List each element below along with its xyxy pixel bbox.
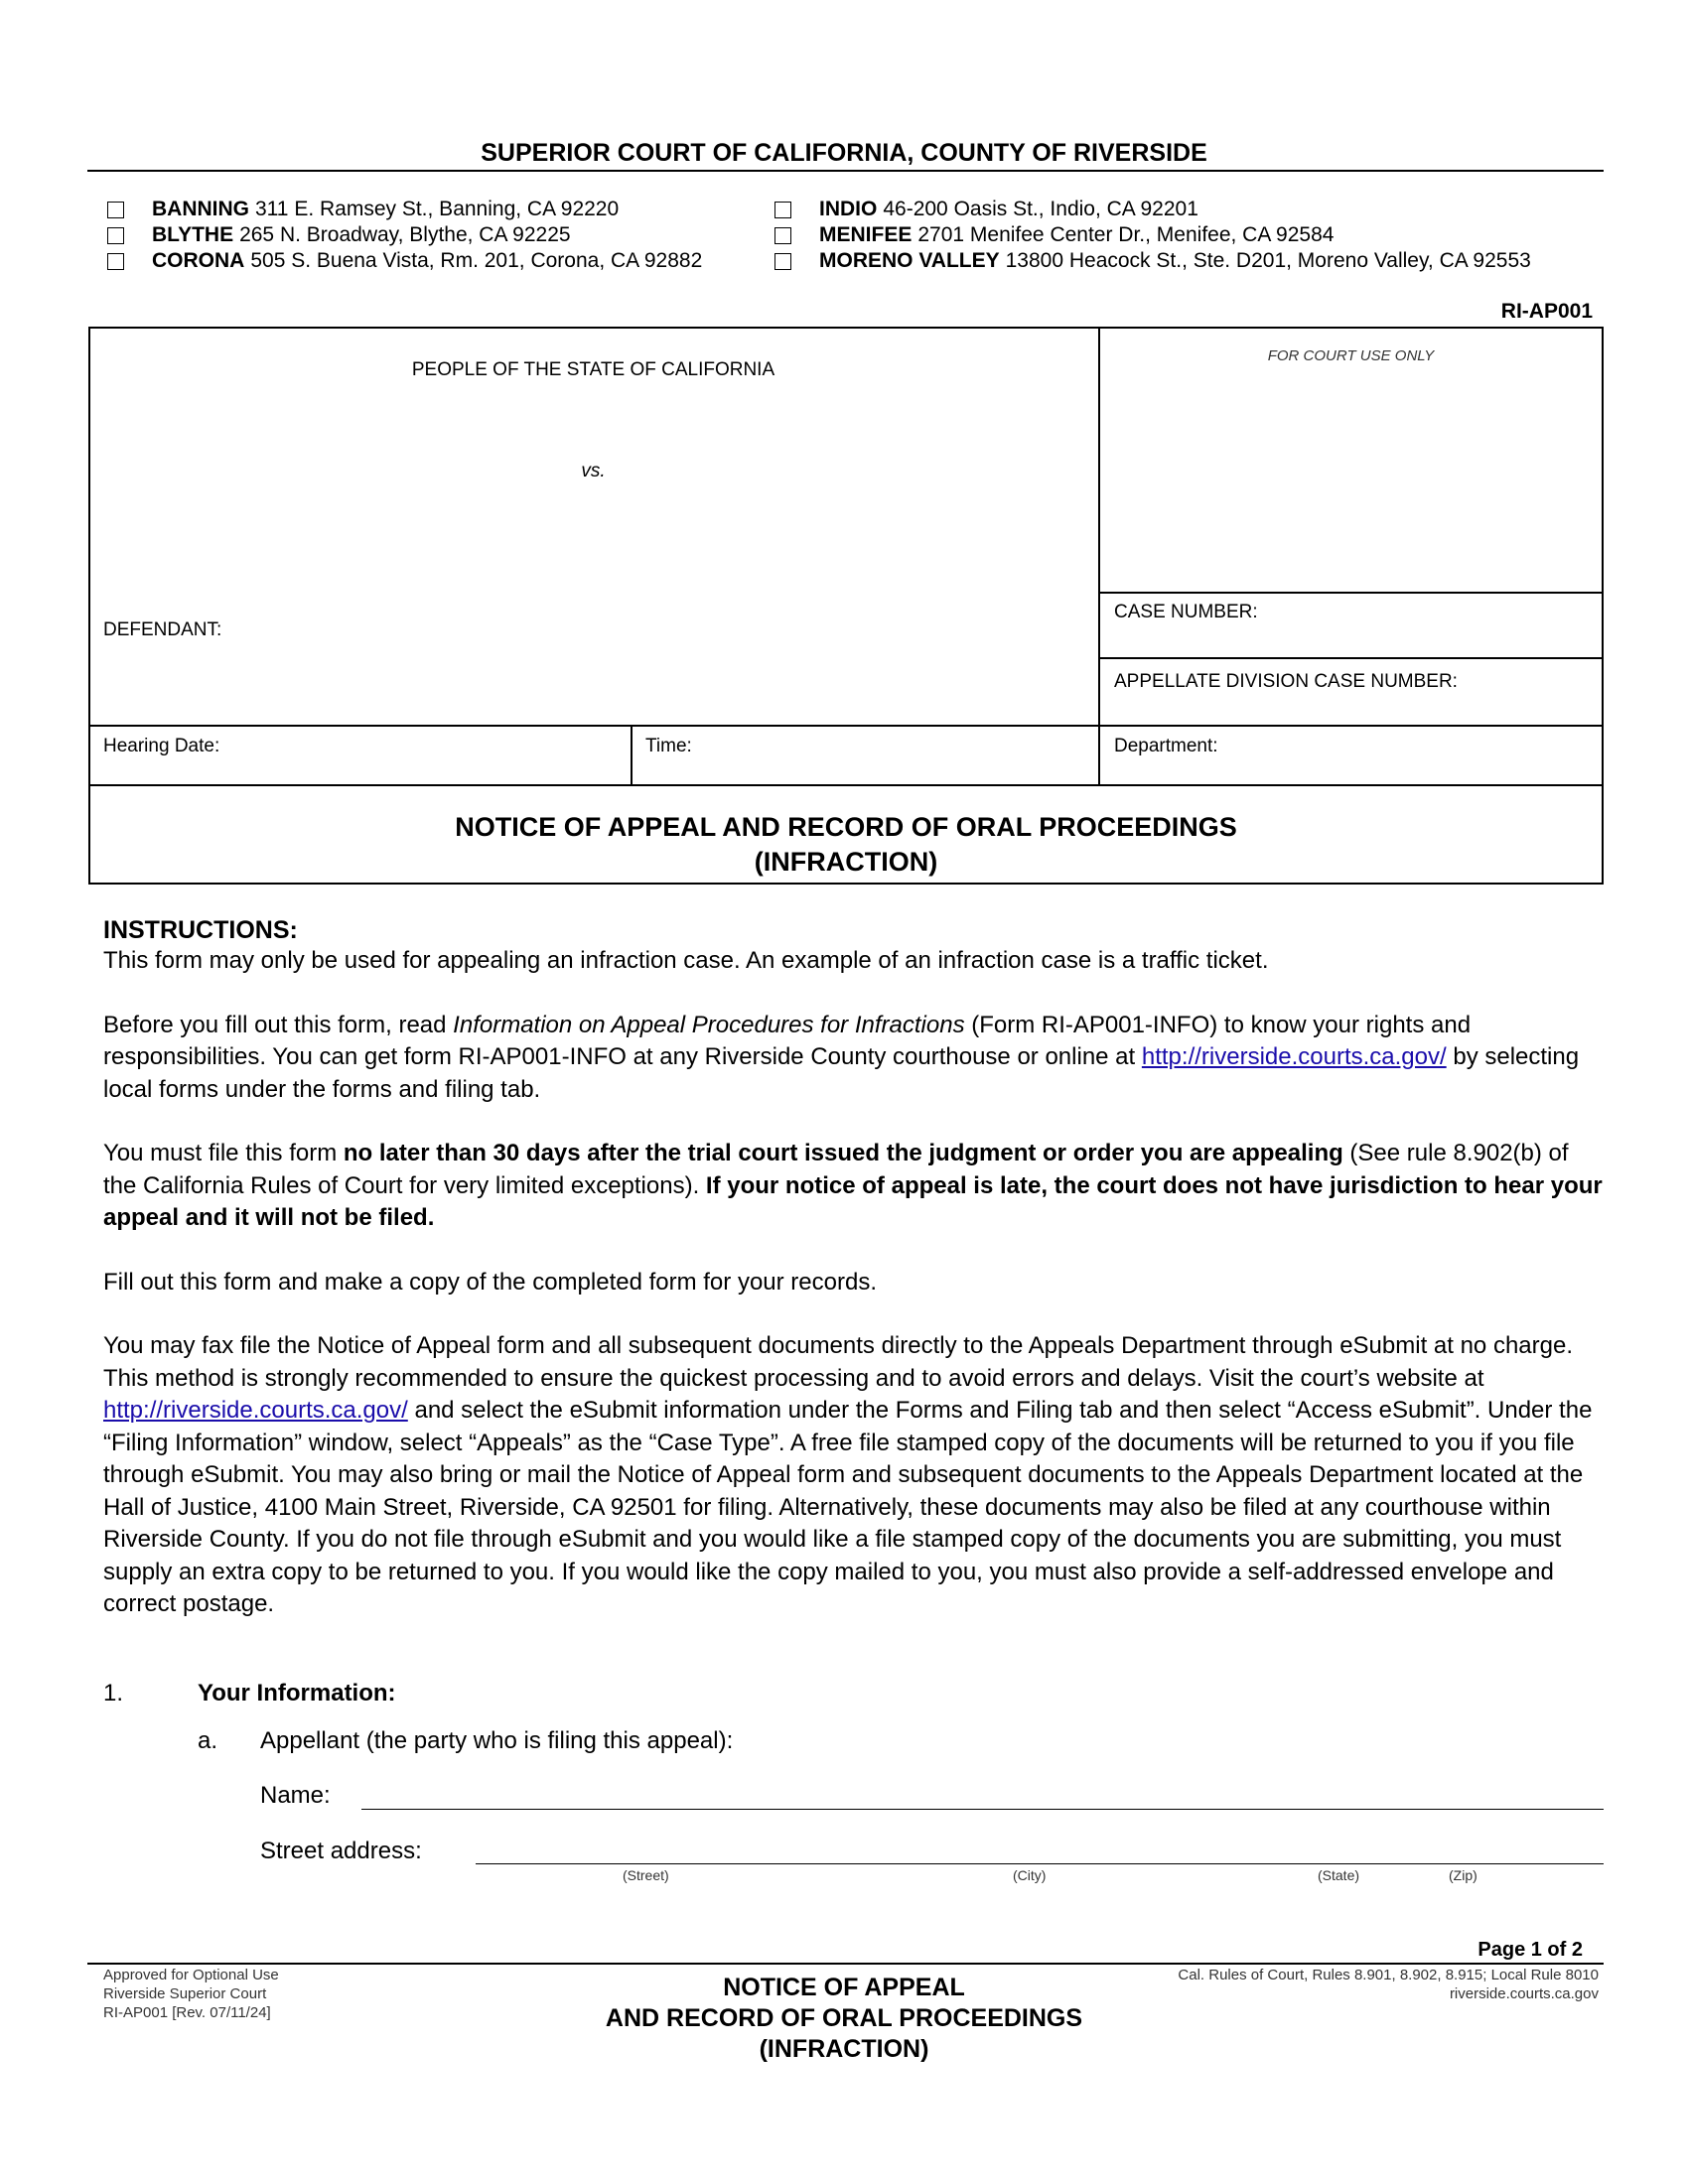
location-name: MENIFEE <box>819 223 913 246</box>
instructions-heading: INSTRUCTIONS: <box>103 916 298 944</box>
p3-text-b: (See rule 8.902(b) of the California Rules of Court for very limited exceptions). <box>103 1140 1569 1199</box>
hearing-date-label: Hearing Date: <box>103 736 220 756</box>
instructions-p1: This form may only be used for appealing an infraction case. An example of an infraction case is a traffic ticket. <box>103 947 1269 974</box>
p5-text-b: and select the eSubmit information under the Forms and Filing tab and then select “Access eSubmit”. Under the “Filing Information” window, select “Appeals” as the “Case Type”. A free file stamped copy of the documents will be returned to you if you file through eSubmit. You may also bring or mail the Notice of Appeal form and subsequent documents to the Appeals Department located at the Hall of Justice, 4100 Main Street, Riverside, CA 92501 for filing. Alternatively, these documents may also be filed at any courthouse within Riverside County. If you do not file through eSubmit and you would like a file stamped copy of the documents you are submitting, you must supply an extra copy to be returned to you. If you would like the copy mailed to you, you must also provide a self-addressed envelope and correct postage. <box>103 1397 1593 1617</box>
caption-box <box>88 327 1604 885</box>
location-name: MORENO VALLEY <box>819 249 1000 272</box>
menifee-checkbox[interactable] <box>774 227 791 244</box>
defendant-label: DEFENDANT: <box>103 619 222 640</box>
p2-text-b: (Form RI-AP001-INFO) to know your rights and responsibilities. You can get form RI-AP001-INFO at any Riverside County courthouse or online at <box>103 1011 1472 1070</box>
case-number-label: CASE NUMBER: <box>1114 602 1258 622</box>
indio-checkbox[interactable] <box>774 202 791 218</box>
form-title-line1: NOTICE OF APPEAL AND RECORD OF ORAL PROCEEDINGS <box>455 812 1237 842</box>
footer-website: riverside.courts.ca.gov <box>1449 1985 1599 2002</box>
section1a-text: Appellant (the party who is filing this appeal): <box>260 1727 734 1754</box>
state-sublabel: (State) <box>1318 1867 1360 1883</box>
locations-left <box>107 197 702 274</box>
location-name: BANNING <box>152 198 249 220</box>
street-address-field[interactable] <box>476 1863 1604 1864</box>
versus-label: vs. <box>581 461 606 481</box>
location-address: 13800 Heacock St., Ste. D201, Moreno Valley, CA 92553 <box>1005 249 1531 272</box>
location-address: 46-200 Oasis St., Indio, CA 92201 <box>883 198 1198 220</box>
city-sublabel: (City) <box>1013 1867 1047 1883</box>
appellate-case-number-label: APPELLATE DIVISION CASE NUMBER: <box>1114 671 1458 692</box>
footer-rules-citation: Cal. Rules of Court, Rules 8.901, 8.902, 8.915; Local Rule 8010 <box>1178 1967 1599 1983</box>
footer-approved: Approved for Optional Use <box>103 1967 279 1983</box>
footer-title-line3: (INFRACTION) <box>759 2035 929 2063</box>
esubmit-website-link[interactable]: http://riverside.courts.ca.gov/ <box>103 1397 408 1424</box>
plaintiff-name: PEOPLE OF THE STATE OF CALIFORNIA <box>411 359 775 380</box>
instructions-p4: Fill out this form and make a copy of the completed form for your records. <box>103 1268 877 1296</box>
footer-rule <box>87 1963 1604 1965</box>
footer-title-line1: NOTICE OF APPEAL <box>723 1974 965 2001</box>
name-field[interactable] <box>361 1809 1604 1810</box>
page-number: Page 1 of 2 <box>1477 1939 1583 1961</box>
department-label: Department: <box>1114 736 1218 756</box>
location-menifee <box>774 222 1531 248</box>
footer-title <box>536 1973 1152 2065</box>
p2-text-c: by selecting local forms under the forms and filing tab. <box>103 1043 1580 1103</box>
instructions-p3 <box>103 1138 1603 1235</box>
header-rule <box>87 170 1604 172</box>
location-address: 265 N. Broadway, Blythe, CA 92225 <box>239 223 571 246</box>
p5-text-a: You may fax file the Notice of Appeal form and all subsequent documents directly to the Appeals Department through eSubmit at no charge. This method is strongly recommended to ensure the quickest processing and to avoid errors and delays. Visit the court’s website at <box>103 1332 1573 1392</box>
p3-text-a: You must file this form <box>103 1140 344 1166</box>
instructions-p5 <box>103 1330 1603 1621</box>
p3-deadline: no later than 30 days after the trial court issued the judgment or order you are appealing <box>343 1140 1343 1166</box>
footer-right <box>1132 1966 1599 2003</box>
blythe-checkbox[interactable] <box>107 227 124 244</box>
caption-divider <box>1098 327 1100 785</box>
location-corona <box>107 248 702 274</box>
title-row-top <box>88 784 1604 786</box>
moreno-valley-checkbox[interactable] <box>774 253 791 270</box>
section1-heading: Your Information: <box>198 1680 396 1706</box>
corona-checkbox[interactable] <box>107 253 124 270</box>
locations-right <box>774 197 1531 274</box>
name-label: Name: <box>260 1782 331 1809</box>
banning-checkbox[interactable] <box>107 202 124 218</box>
footer-revision: RI-AP001 [Rev. 07/11/24] <box>103 2004 271 2021</box>
instructions <box>103 915 1603 1653</box>
form-title <box>89 810 1603 880</box>
case-number-rule <box>1098 592 1604 594</box>
hearing-time-divider <box>631 725 633 785</box>
section1a-letter: a. <box>198 1727 218 1754</box>
location-name: CORONA <box>152 249 245 272</box>
footer-title-line2: AND RECORD OF ORAL PROCEEDINGS <box>605 2004 1083 2032</box>
location-blythe <box>107 222 702 248</box>
location-address: 505 S. Buena Vista, Rm. 201, Corona, CA 92882 <box>250 249 703 272</box>
location-indio <box>774 197 1531 222</box>
street-sublabel: (Street) <box>623 1867 669 1883</box>
p3-late-warning: If your notice of appeal is late, the court does not have jurisdiction to hear your appeal and it will not be filed. <box>103 1171 1603 1231</box>
court-name: SUPERIOR COURT OF CALIFORNIA, COUNTY OF RIVERSIDE <box>481 139 1207 167</box>
form-title-line2: (INFRACTION) <box>754 847 938 877</box>
p2-text-a: Before you fill out this form, read <box>103 1011 454 1038</box>
appellate-case-rule <box>1098 657 1604 659</box>
court-use-label: FOR COURT USE ONLY <box>1267 347 1435 364</box>
hearing-row-top <box>88 725 1604 727</box>
instructions-p2 <box>103 1010 1603 1107</box>
street-address-label: Street address: <box>260 1838 422 1864</box>
time-label: Time: <box>645 736 692 756</box>
form-number: RI-AP001 <box>1500 300 1593 323</box>
location-address: 2701 Menifee Center Dr., Menifee, CA 92584 <box>917 223 1335 246</box>
section1-number: 1. <box>103 1680 124 1706</box>
location-banning <box>107 197 702 222</box>
footer-left <box>103 1966 279 2022</box>
location-name: INDIO <box>819 198 878 220</box>
footer-court: Riverside Superior Court <box>103 1985 267 2002</box>
location-name: BLYTHE <box>152 223 234 246</box>
p2-publication-title: Information on Appeal Procedures for Infractions <box>453 1011 965 1038</box>
location-moreno-valley <box>774 248 1531 274</box>
zip-sublabel: (Zip) <box>1449 1867 1477 1883</box>
location-address: 311 E. Ramsey St., Banning, CA 92220 <box>255 198 620 220</box>
court-website-link[interactable]: http://riverside.courts.ca.gov/ <box>1141 1043 1447 1070</box>
